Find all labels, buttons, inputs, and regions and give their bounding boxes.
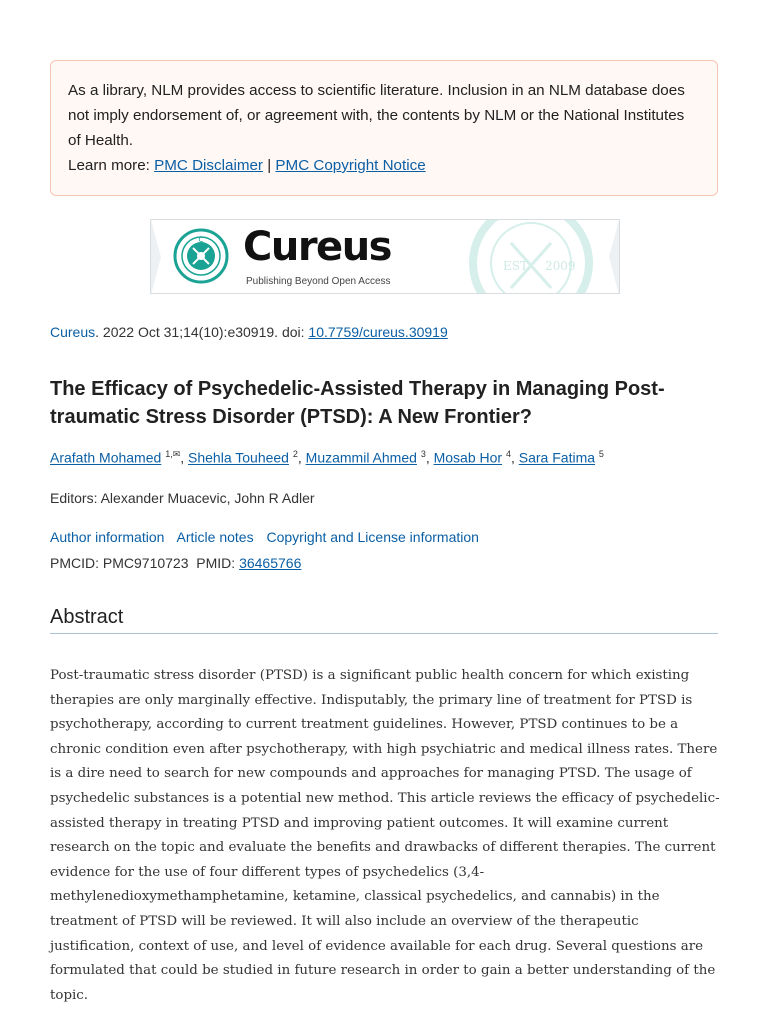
cureus-seal-icon xyxy=(173,228,229,284)
author-list: Arafath Mohamed $^{1,✉}$, Shehla Touheed $^2$, Muzammil Ahmed $^3$, Mosab Hor $^4$, Sara Fatima $^5$ xyxy=(50,449,604,466)
author-affiliation[interactable]: 2 xyxy=(292,449,298,459)
pmc-disclaimer-link[interactable]: PMC Disclaimer xyxy=(154,157,263,174)
editors-line: Editors: Alexander Muacevic, John R Adler xyxy=(50,490,315,506)
journal-link[interactable]: Cureus xyxy=(50,324,96,340)
abstract-text: Post-traumatic stress disorder (PTSD) is a significant public health concern for which existing therapies are only marginally effective. Indisputably, the primary line of treatment for PTSD is psychotherapy, according to current treatment guidelines. However, PTSD continues to be a chronic condition even after psychotherapy, with high psychiatric and medical illness rates. There is a dire need to search for new compounds and approaches for managing PTSD. The usage of psychedelic substances is a potential new method. This article reviews the efficacy of psychedelic-assisted therapy in treating PTSD and improving patient outcomes. It will examine current research on the topic and evaluate the benefits and drawbacks of different therapies. The current evidence for the use of four different types of psychedelics (3,4-methylenedioxymethamphetamine, ketamine, classical psychedelics, and cannabis) in the treatment of PTSD will be reviewed. It will also include an overview of the therapeutic justification, context of use, and level of evidence available for each drug. Several questions are formulated that could be studied in future research in order to gain a better understanding of the topic. xyxy=(50,668,720,1003)
nlm-disclaimer-box xyxy=(50,60,718,196)
author-link[interactable]: Arafath Mohamed xyxy=(50,449,162,466)
abstract-heading: Abstract xyxy=(50,606,718,634)
citation-line xyxy=(50,324,448,340)
author-information-toggle[interactable]: Author information xyxy=(50,529,165,545)
article-title: The Efficacy of Psychedelic-Assisted Therapy in Managing Post-traumatic Stress Disorder (PTSD): A New Frontier? xyxy=(50,378,665,428)
pmid-label: PMID: xyxy=(196,555,236,571)
author-affiliation[interactable]: 5 xyxy=(598,449,604,459)
journal-watermark-seal-icon xyxy=(441,219,620,294)
article-identifiers xyxy=(50,555,301,571)
author-link[interactable]: Shehla Touheed xyxy=(188,449,289,466)
learn-more-line xyxy=(68,153,701,178)
watermark-est: EST. xyxy=(503,259,531,273)
pmid-link[interactable]: 36465766 xyxy=(239,555,302,571)
author-affiliation[interactable]: 4 xyxy=(505,449,511,459)
watermark-year: 2009 xyxy=(545,259,576,273)
pmcid: PMCID: PMC9710723 xyxy=(50,555,189,571)
link-separator: | xyxy=(267,157,272,174)
learn-more-label: Learn more: xyxy=(68,157,150,174)
journal-banner[interactable] xyxy=(150,219,620,294)
author-affiliation[interactable]: 3 xyxy=(420,449,426,459)
article-notes-toggle[interactable]: Article notes xyxy=(176,529,254,545)
seal-letter: C xyxy=(198,236,204,244)
author-affiliation[interactable]: 1,✉ xyxy=(165,449,181,459)
copyright-license-toggle[interactable]: Copyright and License information xyxy=(266,529,479,545)
cureus-tagline: Publishing Beyond Open Access xyxy=(246,276,391,287)
banner-left-notch xyxy=(151,220,161,294)
author-link[interactable]: Mosab Hor xyxy=(433,449,503,466)
author-link[interactable]: Sara Fatima xyxy=(518,449,596,466)
cureus-wordmark: Cureus xyxy=(243,224,391,270)
author-link[interactable]: Muzammil Ahmed xyxy=(305,449,417,466)
citation-details: . 2022 Oct 31;14(10):e30919. doi: xyxy=(95,324,309,340)
pmc-copyright-notice-link[interactable]: PMC Copyright Notice xyxy=(275,157,426,174)
disclaimer-text: As a library, NLM provides access to scientific literature. Inclusion in an NLM database does not imply endorsement of, or agreement with, the contents by NLM or the National Institutes of Health. xyxy=(68,82,685,149)
article-info-links xyxy=(50,529,488,545)
doi-link[interactable]: 10.7759/cureus.30919 xyxy=(308,324,448,340)
